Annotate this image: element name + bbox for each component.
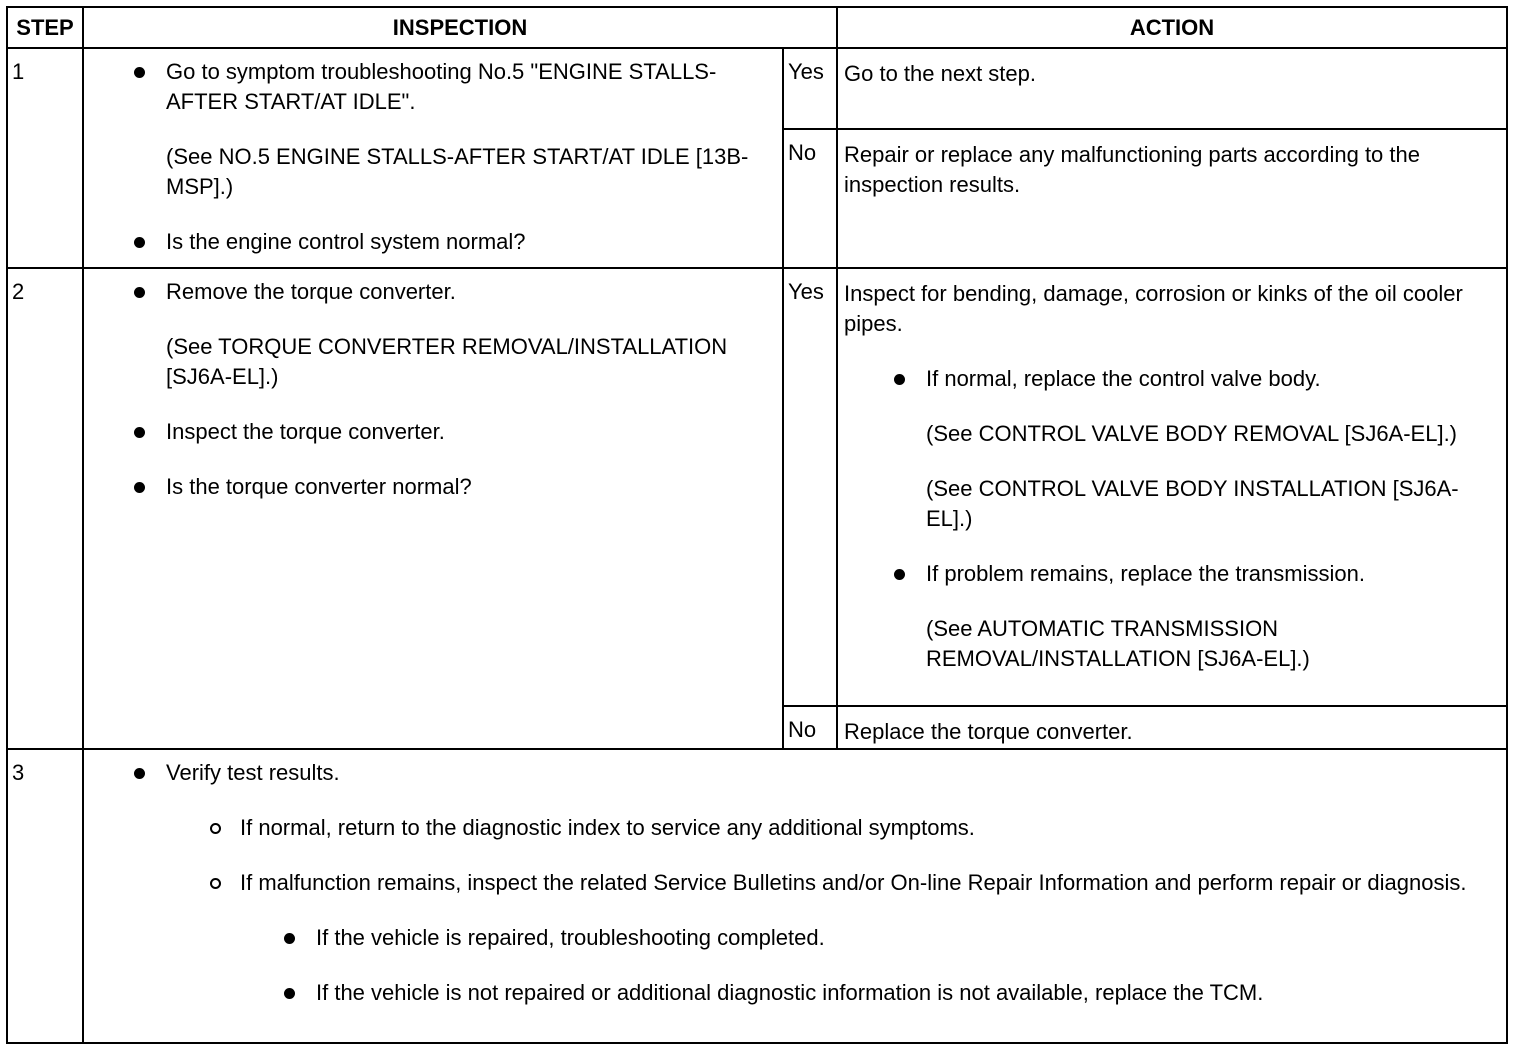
yes-action: Go to the next step. xyxy=(837,48,1507,129)
list-item: If normal, return to the diagnostic index to service any additional symptoms. xyxy=(84,813,1496,843)
bullet-icon xyxy=(284,988,295,999)
bullet-icon xyxy=(894,374,905,385)
bullet-icon xyxy=(894,569,905,580)
no-action: Repair or replace any malfunctioning parts according to the inspection results. xyxy=(837,129,1507,268)
circle-bullet-icon xyxy=(210,878,221,889)
bullet-icon xyxy=(284,933,295,944)
list-item: Inspect the torque converter. xyxy=(84,417,772,447)
step-1-inspection xyxy=(83,48,783,268)
yes-label: Yes xyxy=(783,48,837,129)
header-action: ACTION xyxy=(837,7,1507,48)
bullet-icon xyxy=(134,768,145,779)
bullet-icon xyxy=(134,427,145,438)
step-number: 3 xyxy=(7,749,83,1043)
step-number: 2 xyxy=(7,268,83,749)
list-item: Remove the torque converter. (See TORQUE CONVERTER REMOVAL/INSTALLATION [SJ6A-EL].) xyxy=(84,277,772,392)
list-item: Is the torque converter normal? xyxy=(84,472,772,502)
diagnostic-table xyxy=(6,6,1508,1044)
header-row xyxy=(7,7,1507,48)
list-item: Go to symptom troubleshooting No.5 "ENGINE STALLS-AFTER START/AT IDLE". (See NO.5 ENGINE STALLS-AFTER START/AT IDLE [13B-MSP].) xyxy=(84,57,772,202)
yes-label: Yes xyxy=(783,268,837,706)
list-item: If the vehicle is not repaired or additional diagnostic information is not available, replace the TCM. xyxy=(84,978,1496,1008)
list-item: Verify test results. xyxy=(84,758,1496,788)
step-1-yes-row xyxy=(7,48,1507,129)
step-3-inspection xyxy=(83,749,1507,1043)
bullet-icon xyxy=(134,237,145,248)
header-step: STEP xyxy=(7,7,83,48)
list-item: If malfunction remains, inspect the related Service Bulletins and/or On-line Repair Information and perform repair or diagnosis. xyxy=(84,868,1496,898)
step-number: 1 xyxy=(7,48,83,268)
circle-bullet-icon xyxy=(210,823,221,834)
list-item: If normal, replace the control valve body. (See CONTROL VALVE BODY REMOVAL [SJ6A-EL].) (See CONTROL VALVE BODY INSTALLATION [SJ6A-EL].) xyxy=(844,364,1502,534)
header-inspection: INSPECTION xyxy=(83,7,837,48)
step-2-yes-row xyxy=(7,268,1507,706)
step-3-row xyxy=(7,749,1507,1043)
bullet-icon xyxy=(134,287,145,298)
step-2-inspection xyxy=(83,268,783,749)
list-item: If problem remains, replace the transmission. (See AUTOMATIC TRANSMISSION REMOVAL/INSTALLATION [SJ6A-EL].) xyxy=(844,559,1502,674)
bullet-icon xyxy=(134,67,145,78)
no-label: No xyxy=(783,706,837,749)
list-item: Is the engine control system normal? xyxy=(84,227,772,257)
no-label: No xyxy=(783,129,837,268)
no-action: Replace the torque converter. xyxy=(837,706,1507,749)
list-item: If the vehicle is repaired, troubleshooting completed. xyxy=(84,923,1496,953)
bullet-icon xyxy=(134,482,145,493)
yes-action: Inspect for bending, damage, corrosion or kinks of the oil cooler pipes. If normal, replace the control valve body. (See CONTROL VALVE BODY REMOVAL [SJ6A-EL].) (See CONTROL VALVE BODY INSTALLATION [SJ6A-EL].) If problem remains, replace the transmission. (See AUTOMATIC TRANSMISSION REMOVAL/INSTALLATION [SJ6A-EL].) xyxy=(837,268,1507,706)
